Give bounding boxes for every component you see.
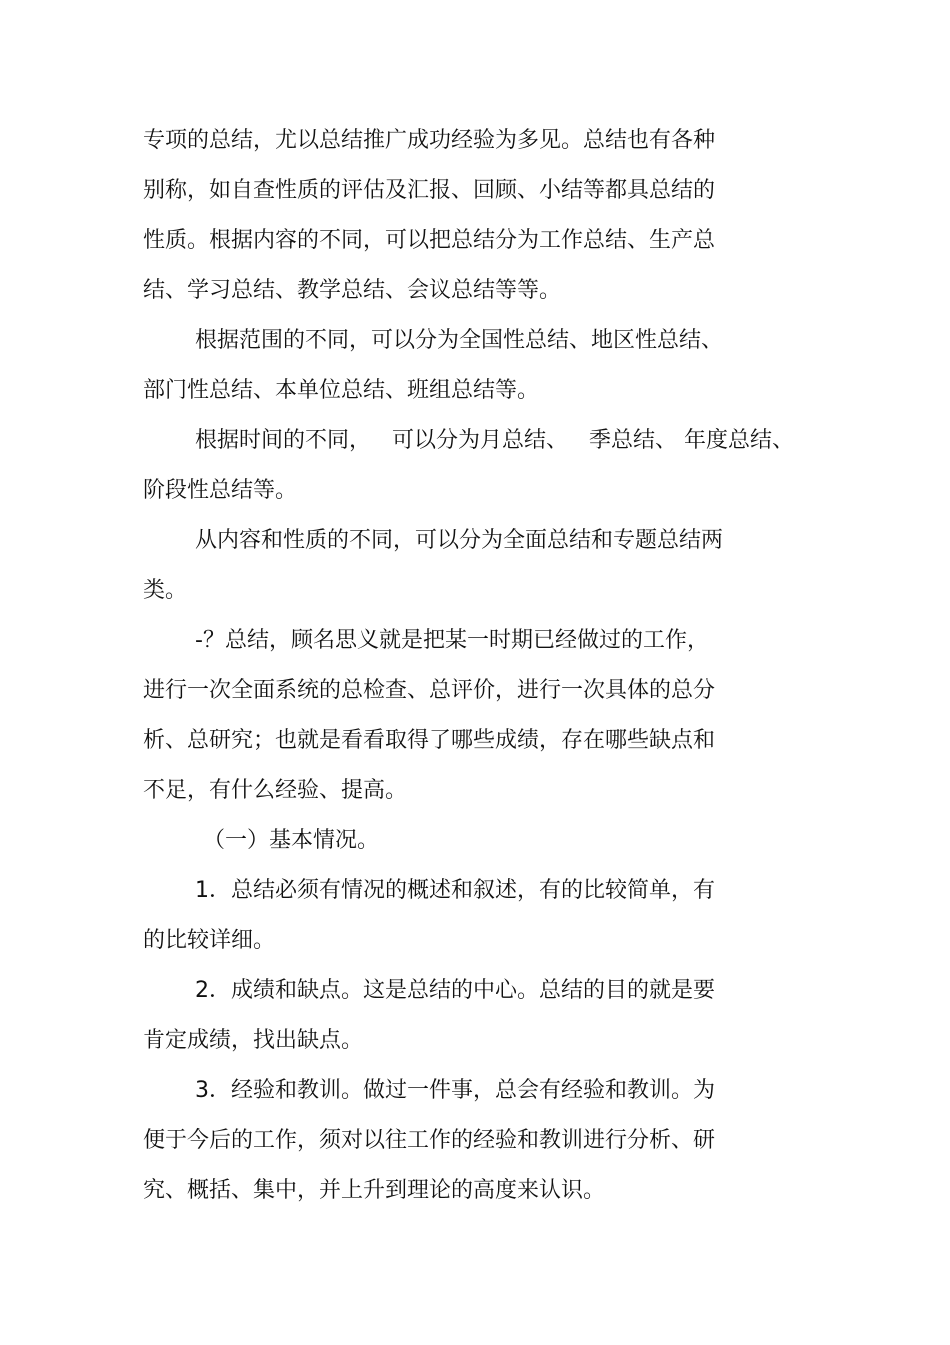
text-line: 析、总研究；也就是看看取得了哪些成绩，存在哪些缺点和 — [143, 728, 716, 753]
text-line: 结、学习总结、教学总结、会议总结等等。 — [143, 278, 562, 303]
text-line: 别称，如自查性质的评估及汇报、回顾、小结等都具总结的 — [143, 178, 716, 203]
text-line: 便于今后的工作，须对以往工作的经验和教训进行分析、研 — [143, 1128, 716, 1153]
text-line: 根据时间的不同， 可以分为月总结、 季总结、 年度总结、 — [195, 428, 794, 453]
document-body — [143, 122, 823, 1222]
text-line: 究、概括、集中，并上升到理论的高度来认识。 — [143, 1178, 606, 1203]
text-line: 进行一次全面系统的总检查、总评价，进行一次具体的总分 — [143, 678, 716, 703]
text-line: 专项的总结，尤以总结推广成功经验为多见。总结也有各种 — [143, 128, 716, 153]
text-line: -？总结，顾名思义就是把某一时期已经做过的工作， — [195, 628, 709, 653]
text-line: 不足，有什么经验、提高。 — [143, 778, 408, 803]
text-line: 部门性总结、本单位总结、班组总结等。 — [143, 378, 540, 403]
text-line: 3．经验和教训。做过一件事，总会有经验和教训。为 — [195, 1078, 715, 1103]
text-line: 性质。根据内容的不同，可以把总结分为工作总结、生产总 — [143, 228, 716, 253]
text-line: 类。 — [143, 578, 188, 603]
text-line: 1．总结必须有情况的概述和叙述，有的比较简单，有 — [195, 878, 715, 903]
text-line: 根据范围的不同，可以分为全国性总结、地区性总结、 — [195, 328, 724, 353]
text-line: 肯定成绩，找出缺点。 — [143, 1028, 364, 1053]
text-line: 阶段性总结等。 — [143, 478, 298, 503]
text-line: 的比较详细。 — [143, 928, 276, 953]
section-heading: （一）基本情况。 — [203, 828, 380, 853]
text-line: 从内容和性质的不同，可以分为全面总结和专题总结两 — [195, 528, 724, 553]
text-line: 2．成绩和缺点。这是总结的中心。总结的目的就是要 — [195, 978, 715, 1003]
